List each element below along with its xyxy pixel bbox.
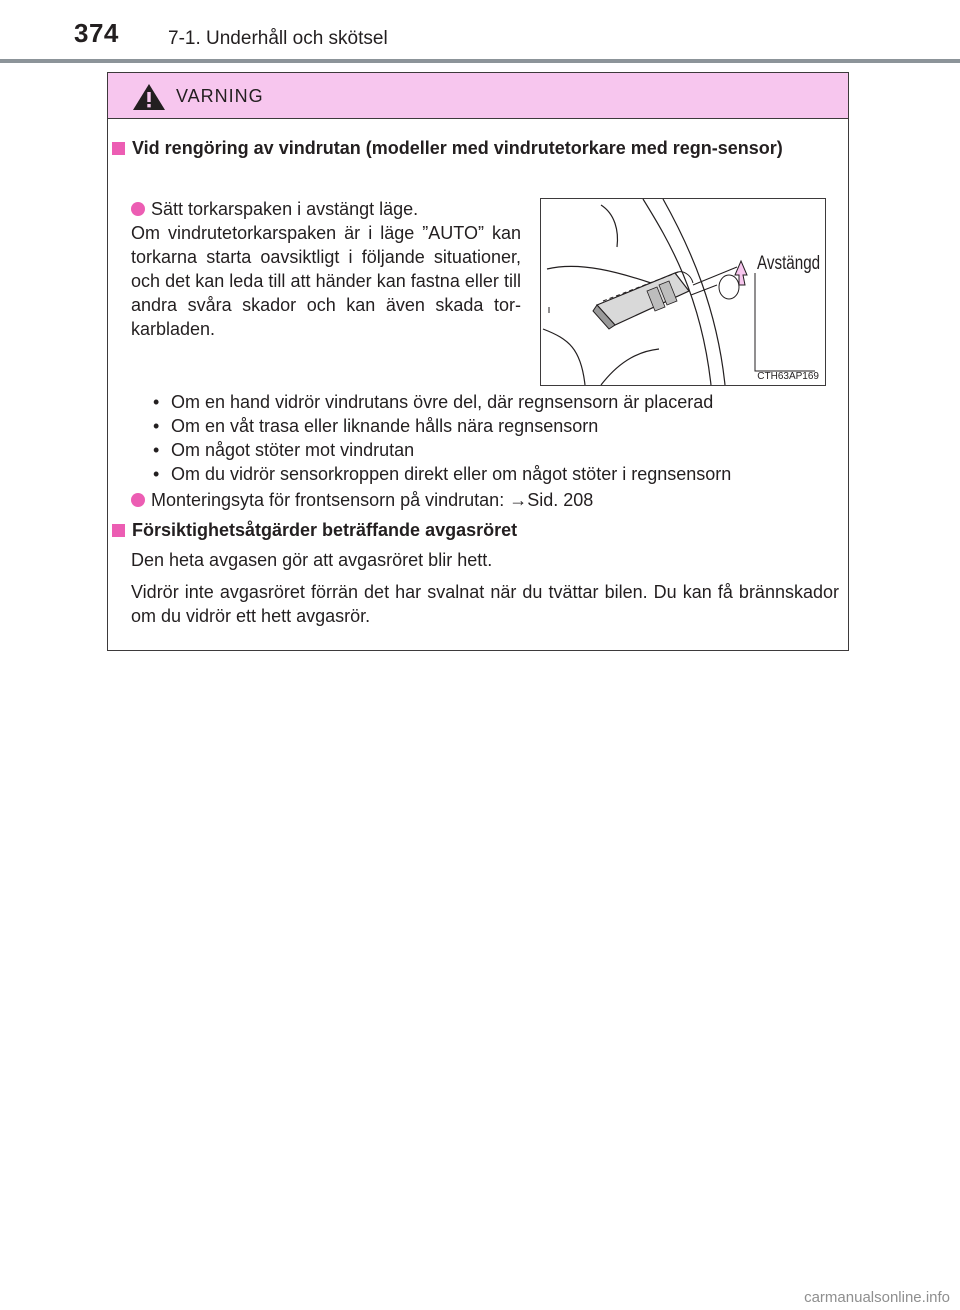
wiper-lever-drawing bbox=[541, 199, 825, 385]
pink-square-icon bbox=[112, 524, 125, 537]
item-title-text: Sätt torkarspaken i avstängt läge. bbox=[151, 199, 419, 219]
pink-dot-icon bbox=[131, 202, 145, 216]
watermark: carmanualsonline.info bbox=[804, 1289, 950, 1306]
list-item: • Om en hand vidrör vindrutans övre del, där regnsensorn är placerad bbox=[153, 390, 843, 414]
list-item: • Om något stöter mot vindrutan bbox=[153, 438, 843, 462]
header-rule bbox=[0, 59, 960, 63]
page-number: 374 bbox=[74, 18, 119, 48]
section-heading-windshield bbox=[112, 136, 840, 160]
item-wiper-off bbox=[131, 197, 521, 341]
wiper-lever-illustration bbox=[540, 198, 826, 386]
section-heading-text: Försiktighetsåtgärder beträffande avgasröret bbox=[132, 520, 518, 540]
exhaust-paragraph-2: Vidrör inte avgasröret förrän det har svalnat när du tvättar bilen. Du kan få brännskador om du vidrör ett hett avgasrör. bbox=[131, 582, 839, 626]
illustration-code: CTH63AP169 bbox=[757, 371, 819, 382]
item-description: Om vindrutetorkarspaken är i läge ”AUTO” kan torkarna starta oavsiktligt i följande situationer, och det kan leda till att händer kan fastna eller till andra svåra skador och kan även skada tor-karbladen. bbox=[131, 223, 521, 339]
bullet-list bbox=[153, 390, 843, 486]
warning-label: VARNING bbox=[176, 86, 264, 106]
section-title: 7-1. Underhåll och skötsel bbox=[168, 28, 388, 49]
item-title bbox=[131, 197, 521, 221]
bullet-list-container bbox=[153, 390, 843, 486]
item-front-sensor bbox=[131, 488, 831, 512]
warning-triangle-icon bbox=[132, 83, 166, 116]
item-front-sensor-text: Monteringsyta för frontsensorn på vindrutan: →Sid. 208 bbox=[151, 490, 594, 510]
pink-dot-icon bbox=[131, 493, 145, 507]
exhaust-paragraph-1: Den heta avgasen gör att avgasröret blir hett. bbox=[131, 550, 493, 570]
section-heading-text: Vid rengöring av vindrutan (modeller med vindrutetorkare med regn-sensor) bbox=[132, 138, 783, 158]
illustration-label: Avstängd bbox=[757, 253, 821, 274]
section-heading-exhaust bbox=[112, 518, 840, 542]
pink-square-icon bbox=[112, 142, 125, 155]
list-item: • Om en våt trasa eller liknande hålls nära regnsensorn bbox=[153, 414, 843, 438]
warning-header bbox=[108, 73, 848, 119]
list-item: • Om du vidrör sensorkroppen direkt eller om något stöter i regnsensorn bbox=[153, 462, 843, 486]
